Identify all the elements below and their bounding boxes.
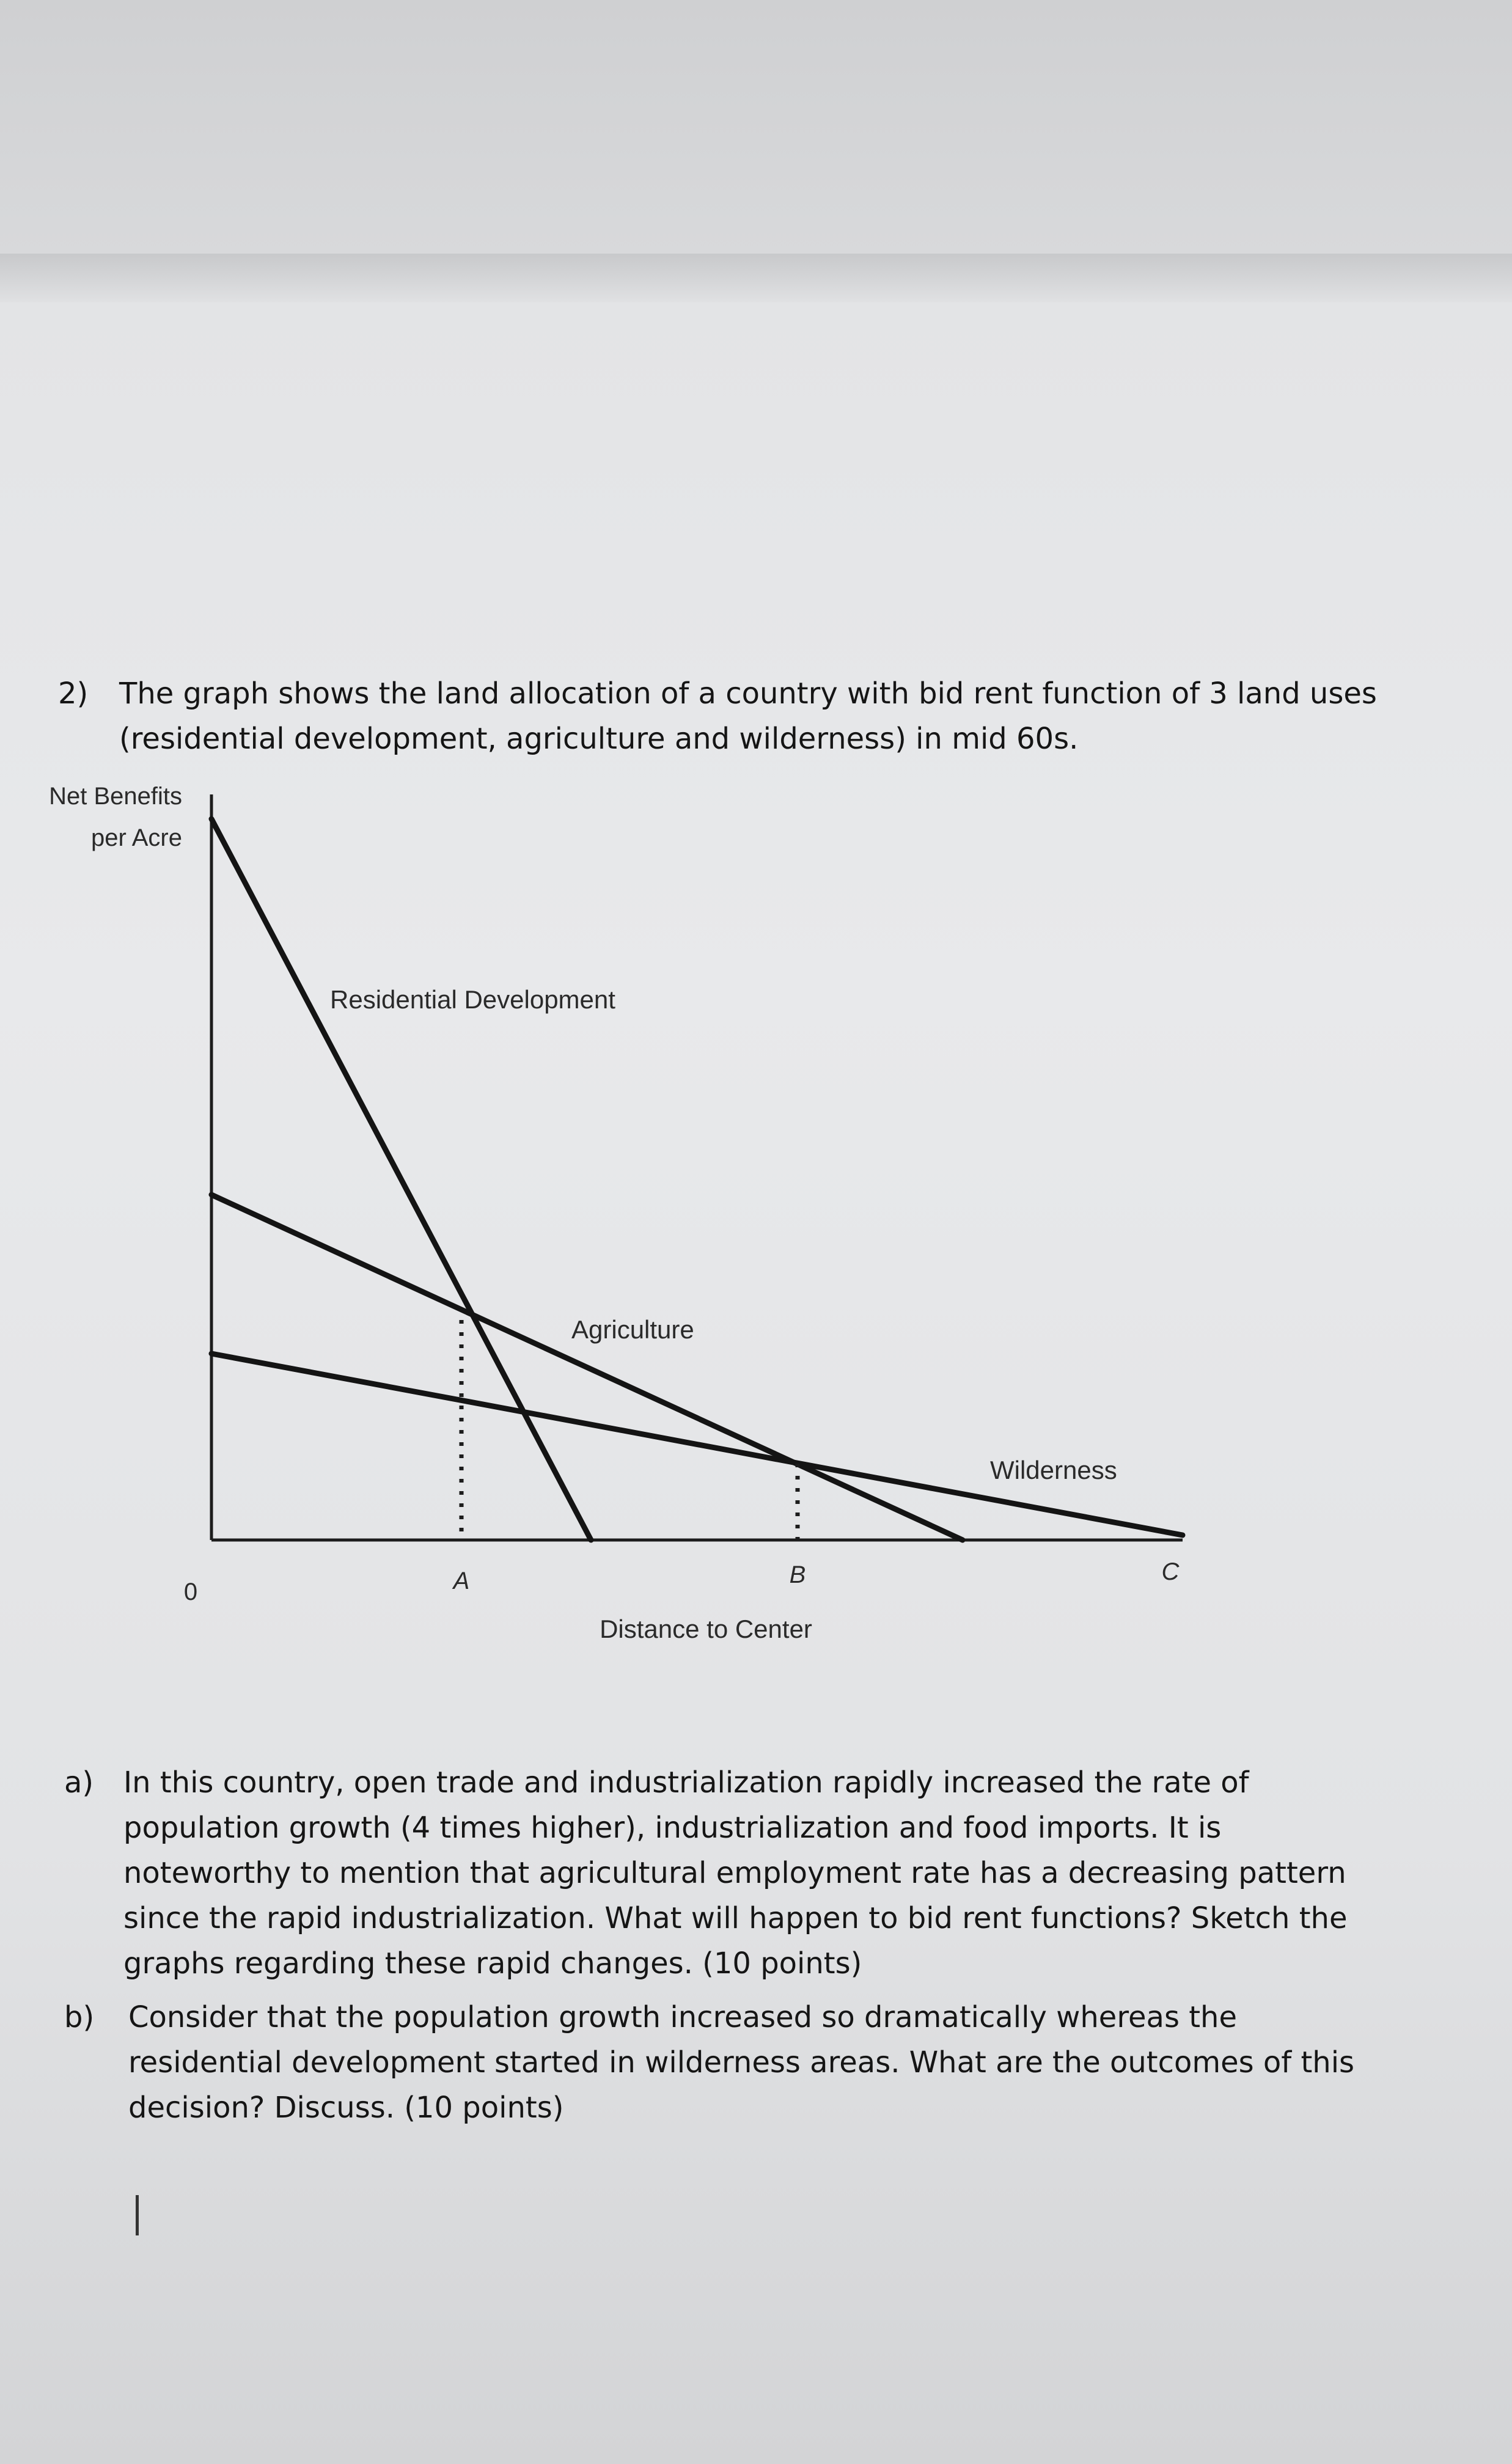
agriculture-bid-rent-line: [211, 1195, 963, 1540]
wilderness-curve-label: Wilderness: [990, 1456, 1117, 1484]
top-margin: [0, 0, 1512, 254]
part-a-line-3: noteworthy to mention that agricultural employment rate has a decreasing pattern: [123, 1856, 1346, 1890]
x-axis-label: Distance to Center: [600, 1615, 812, 1643]
part-a-line-4: since the rapid industrialization. What will happen to bid rent functions? Sketch the: [123, 1901, 1348, 1935]
question-number: 2): [58, 676, 89, 711]
origin-label: 0: [183, 1579, 198, 1605]
part-b-line-3: decision? Discuss. (10 points): [128, 2091, 564, 2125]
bid-rent-graph: [0, 758, 1512, 1662]
part-b-line-1: Consider that the population growth increased so dramatically whereas the: [128, 2000, 1237, 2034]
tick-label-b: B: [789, 1561, 806, 1588]
part-a-line-2: population growth (4 times higher), industrialization and food imports. It is: [123, 1811, 1222, 1845]
part-a-line-1: In this country, open trade and industrialization rapidly increased the rate of: [123, 1766, 1249, 1800]
question-line-1: The graph shows the land allocation of a country with bid rent function of 3 land uses: [119, 676, 1377, 711]
part-a-line-5: graphs regarding these rapid changes. (10 points): [123, 1946, 862, 1981]
part-b-line-2: residential development started in wilderness areas. What are the outcomes of this: [128, 2045, 1355, 2080]
tick-label-a: A: [453, 1568, 470, 1594]
part-a-label: a): [64, 1766, 94, 1800]
answer-text-cursor[interactable]: [136, 2195, 139, 2235]
residential-bid-rent-line: [211, 819, 591, 1540]
residential-curve-label: Residential Development: [330, 985, 615, 1014]
agriculture-curve-label: Agriculture: [571, 1315, 694, 1344]
wilderness-bid-rent-line: [211, 1354, 1183, 1535]
page-divider: [0, 254, 1512, 302]
part-b-label: b): [64, 2000, 95, 2034]
question-line-2: (residential development, agriculture and wilderness) in mid 60s.: [119, 722, 1079, 756]
y-axis-label-line-2: per Acre: [91, 824, 182, 851]
y-axis-label-line-1: Net Benefits: [49, 783, 182, 810]
tick-label-c: C: [1161, 1558, 1180, 1585]
